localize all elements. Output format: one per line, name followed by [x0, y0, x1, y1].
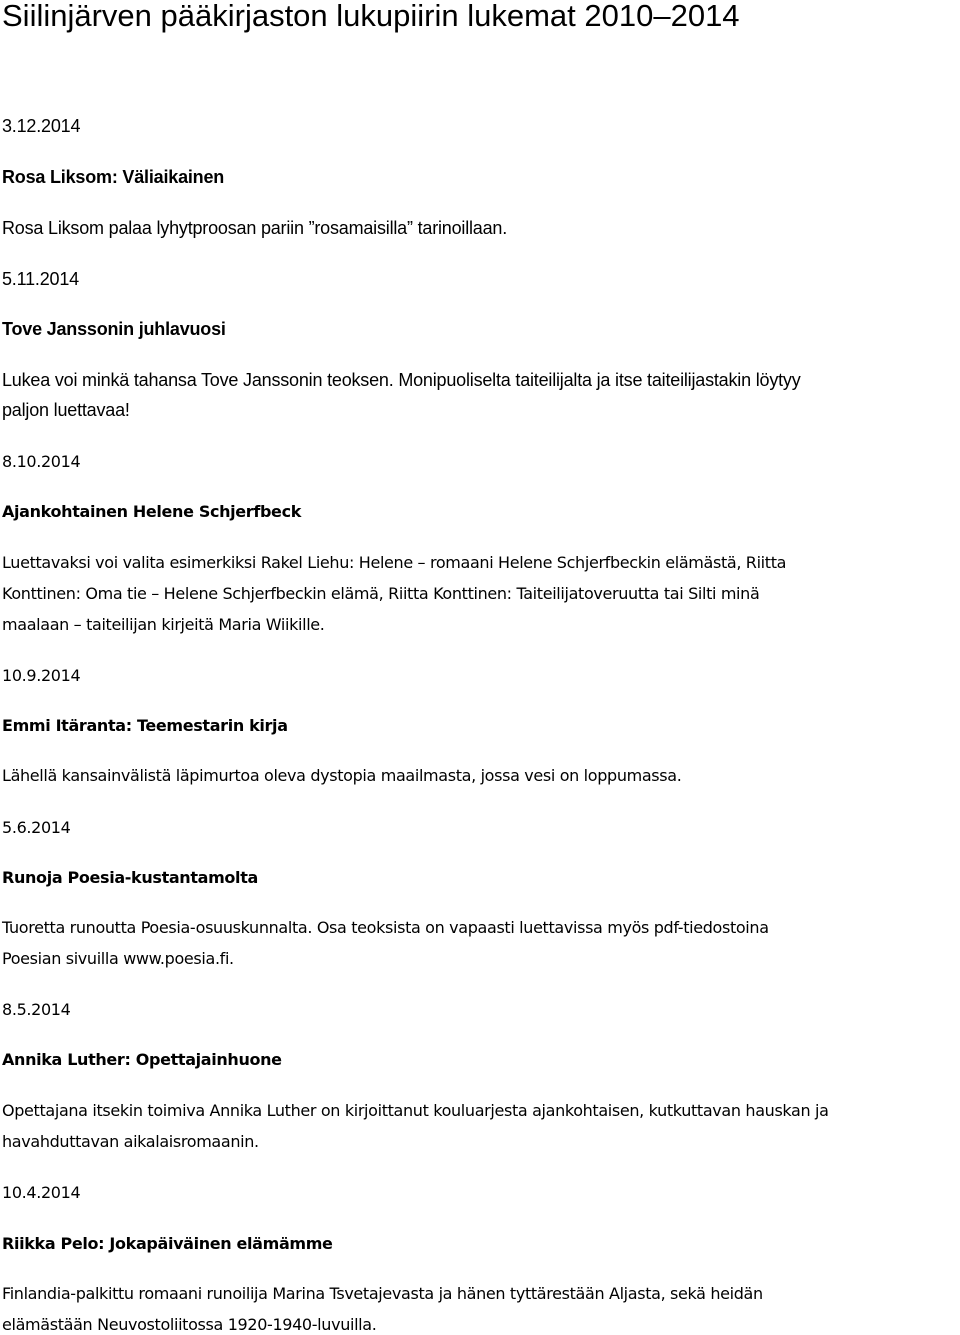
entry-description-line: havahduttavan aikalaisromaanin. — [2, 1132, 259, 1151]
entry-heading: Tove Janssonin juhlavuosi — [2, 319, 226, 339]
entry-description-line: Tuoretta runoutta Poesia-osuuskunnalta. Osa teoksista on vapaasti luettavissa myös pdf-tiedostoina — [2, 918, 769, 937]
entry-date: 10.9.2014 — [2, 666, 81, 685]
entry-heading: Riikka Pelo: Jokapäiväinen elämämme — [2, 1234, 333, 1253]
entry-date: 8.5.2014 — [2, 1000, 71, 1019]
entry-date: 8.10.2014 — [2, 452, 81, 471]
entry-heading: Rosa Liksom: Väliaikainen — [2, 167, 225, 187]
entry-description-line: Rosa Liksom palaa lyhytproosan pariin ”rosamaisilla” tarinoillaan. — [2, 218, 508, 238]
entry-heading: Runoja Poesia-kustantamolta — [2, 868, 258, 887]
entry-description-line: Lähellä kansainvälistä läpimurtoa oleva dystopia maailmasta, jossa vesi on loppumassa. — [2, 766, 682, 785]
entry-description-line: Opettajana itsekin toimiva Annika Luther on kirjoittanut kouluarjesta ajankohtaisen, kutkuttavan hauskan ja — [2, 1101, 829, 1120]
entry-description-line: maalaan – taiteilijan kirjeitä Maria Wiikille. — [2, 615, 325, 634]
entry-description-line: paljon luettavaa! — [2, 400, 130, 420]
entry-description-line: Konttinen: Oma tie – Helene Schjerfbeckin elämä, Riitta Konttinen: Taiteilijatoveruutta tai Silti minä — [2, 584, 760, 603]
entry-heading: Annika Luther: Opettajainhuone — [2, 1050, 282, 1069]
entry-description-line: elämästään Neuvostoliitossa 1920-1940-luvuilla. — [2, 1315, 377, 1334]
entry-description-line: Lukea voi minkä tahansa Tove Janssonin teoksen. Monipuoliselta taiteilijalta ja itse taiteilijastakin löytyy — [2, 370, 801, 390]
entry-date: 5.6.2014 — [2, 818, 71, 837]
entry-heading: Ajankohtainen Helene Schjerfbeck — [2, 502, 301, 521]
entry-date: 3.12.2014 — [2, 116, 81, 136]
entry-date: 5.11.2014 — [2, 269, 79, 289]
entry-description-line: Luettavaksi voi valita esimerkiksi Rakel Liehu: Helene – romaani Helene Schjerfbeckin elämästä, Riitta — [2, 553, 787, 572]
entry-description-line: Finlandia-palkittu romaani runoilija Marina Tsvetajevasta ja hänen tyttärestään Aljasta, sekä heidän — [2, 1284, 763, 1303]
entry-date: 10.4.2014 — [2, 1183, 81, 1202]
entry-heading: Emmi Itäranta: Teemestarin kirja — [2, 716, 288, 735]
entry-description-line: Poesian sivuilla www.poesia.fi. — [2, 949, 234, 968]
page-title: Siilinjärven pääkirjaston lukupiirin lukemat 2010–2014 — [2, 0, 740, 33]
